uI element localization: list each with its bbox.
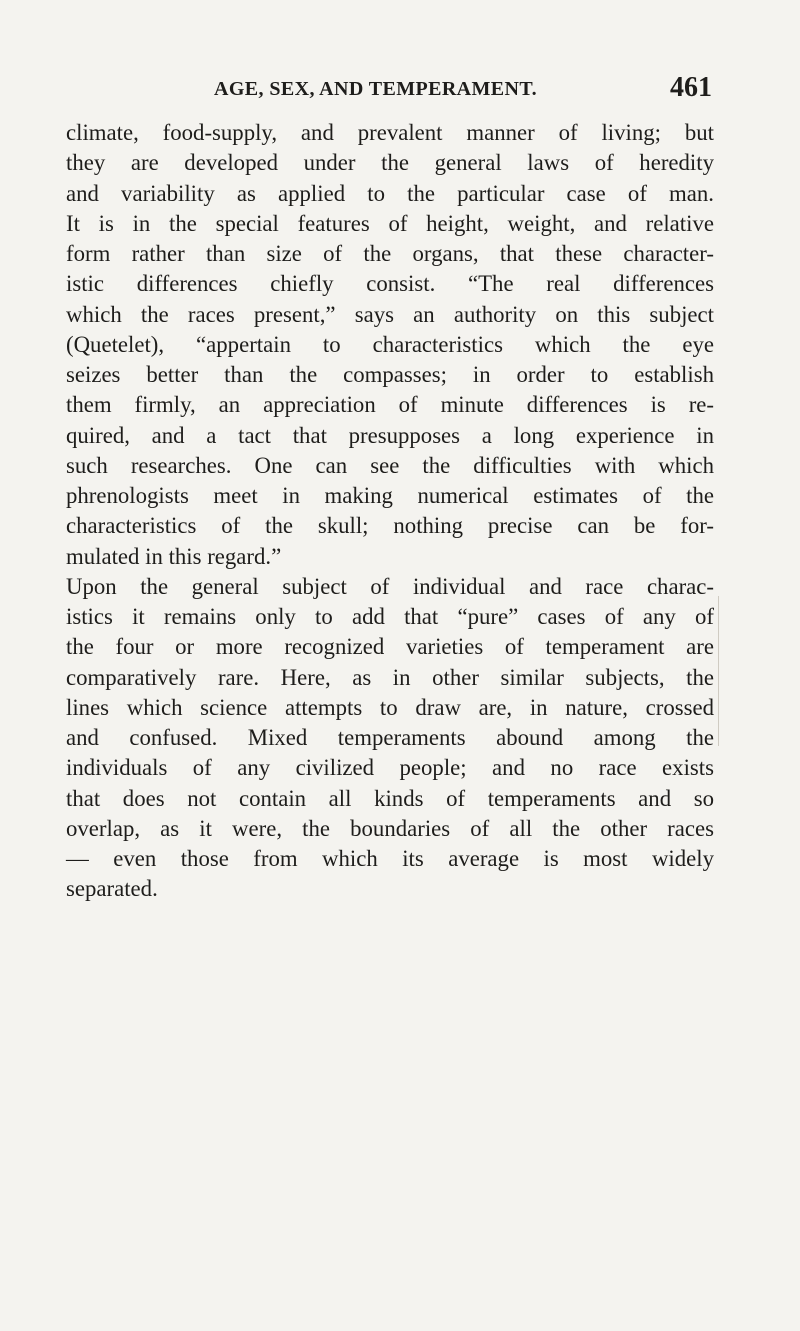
text-line: and variability as applied to the particular case of man. [66,180,714,206]
text-line: separated. [66,876,158,902]
page-number: 461 [670,72,712,103]
text-line: (Quetelet), “appertain to characteristics which the eye [66,331,714,357]
text-line: the four or more recognized varieties of temperament are [66,634,714,660]
text-line: characteristics of the skull; nothing precise can be for- [66,513,714,539]
text-line: overlap, as it were, the boundaries of all the other races [66,815,714,841]
text-line: which the races present,” says an authority on this subject [66,301,714,327]
running-title: AGE, SEX, AND TEMPERAMENT. [214,78,538,100]
text-line: seizes better than the compasses; in order to establish [66,362,714,387]
page-edge-shadow [718,596,719,746]
text-line: they are developed under the general laws of heredity [66,150,714,176]
text-line: individuals of any civilized people; and no race exists [66,755,714,781]
text-line: comparatively rare. Here, as in other similar subjects, the [66,664,714,690]
text-line: form rather than size of the organs, that these character- [66,241,714,266]
text-line: and confused. Mixed temperaments abound among the [66,725,714,750]
text-line: lines which science attempts to draw are, in nature, crossed [66,694,714,720]
text-line: It is in the special features of height, weight, and relative [66,210,714,236]
text-line: mulated in this regard.” [66,543,282,569]
text-line: istics it remains only to add that “pure” cases of any of [66,604,714,629]
paragraph-start-line: Upon the general subject of individual and race charac- [66,573,714,599]
text-line: istic differences chiefly consist. “The real differences [66,271,714,297]
text-line: phrenologists meet in making numerical estimates of the [66,483,714,508]
running-head [66,70,714,110]
text-line: that does not contain all kinds of temperaments and so [66,785,714,811]
text-line: climate, food-supply, and prevalent manner of living; but [66,120,714,145]
text-line: them firmly, an appreciation of minute differences is re- [66,392,714,418]
text-line: — even those from which its average is most widely [66,846,714,871]
body-text [66,118,714,905]
text-line: quired, and a tact that presupposes a long experience in [66,422,714,448]
text-line: such researches. One can see the difficulties with which [66,452,714,478]
